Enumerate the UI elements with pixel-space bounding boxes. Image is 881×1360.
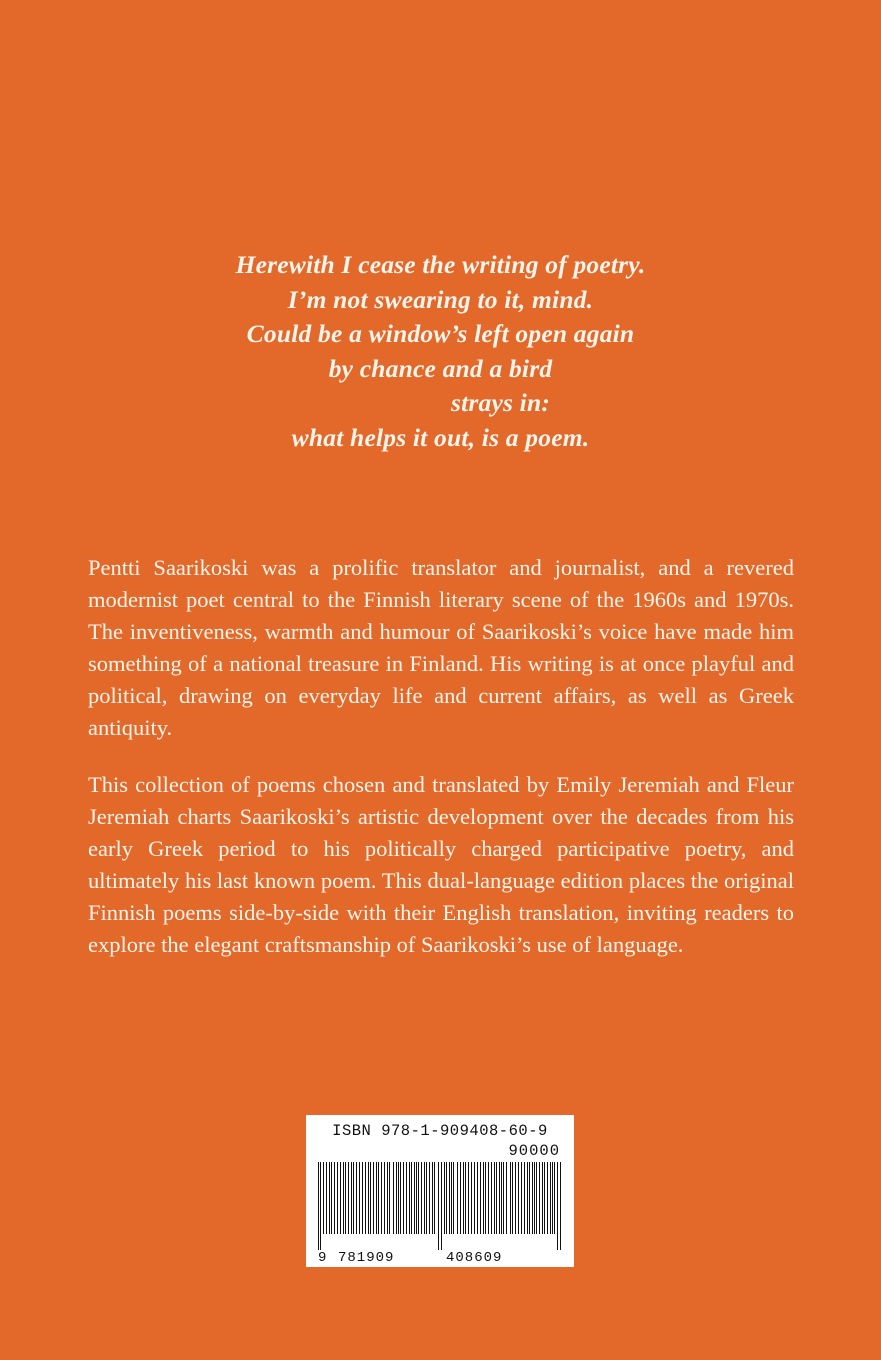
barcode-bar [381, 1162, 382, 1234]
barcode-bar [477, 1162, 478, 1234]
barcode-bar [457, 1162, 458, 1234]
barcode-bar [353, 1162, 354, 1234]
barcode-block [306, 1115, 574, 1267]
barcode-bar [480, 1162, 481, 1234]
barcode-bar [356, 1162, 357, 1234]
barcode-bar [485, 1162, 486, 1234]
price-code: 90000 [508, 1142, 560, 1160]
barcode-digit-lead: 9 [318, 1250, 328, 1266]
isbn-label: ISBN [332, 1122, 372, 1140]
barcode-bar [527, 1162, 528, 1234]
barcode-bar [506, 1162, 507, 1234]
barcode-bar [491, 1162, 492, 1234]
barcode-bar [331, 1162, 332, 1234]
barcode-bar [393, 1162, 394, 1234]
barcode-bar [359, 1162, 360, 1234]
barcode-bar [387, 1162, 388, 1234]
barcode-bar [400, 1162, 401, 1234]
isbn-spacer [371, 1122, 381, 1140]
barcode-bar [326, 1162, 327, 1234]
barcode-bar [429, 1162, 430, 1234]
blurb-text [88, 552, 794, 961]
barcode-bar [465, 1162, 466, 1234]
barcode-bar [521, 1162, 522, 1234]
barcode-bar [499, 1162, 500, 1234]
barcode-bar [547, 1162, 548, 1234]
barcode-bar [460, 1162, 461, 1234]
barcode-digits-left: 781909 [338, 1250, 395, 1266]
isbn-row [314, 1122, 566, 1140]
barcode-bar [432, 1162, 433, 1234]
barcode-bar [409, 1162, 410, 1234]
isbn-number: 978-1-909408-60-9 [381, 1122, 548, 1140]
barcode-bar [444, 1162, 445, 1234]
barcode-bar [512, 1162, 513, 1234]
barcode-bar [468, 1162, 469, 1234]
barcode-bar [483, 1162, 484, 1234]
barcode-bar [496, 1162, 497, 1234]
barcode-bar [421, 1162, 422, 1234]
barcode-bar [463, 1162, 464, 1234]
barcode-bar [345, 1162, 346, 1234]
epigraph-poem [0, 248, 881, 455]
barcode-bar [503, 1162, 504, 1234]
barcode-bar [510, 1162, 511, 1234]
barcode-bar [370, 1162, 371, 1234]
barcode-bar [471, 1162, 472, 1234]
barcode-bar [539, 1162, 540, 1234]
barcode-bar [348, 1162, 349, 1234]
barcode-bar [378, 1162, 379, 1234]
barcode-bar [474, 1162, 475, 1234]
epigraph-line: what helps it out, is a poem. [291, 422, 590, 452]
barcode-bar [434, 1162, 435, 1234]
barcode-bars [318, 1162, 562, 1250]
barcode-bar [403, 1162, 404, 1234]
barcode-bar [340, 1162, 341, 1234]
barcode-bar [334, 1162, 335, 1234]
barcode-bar [494, 1162, 495, 1234]
barcode-bar [529, 1162, 530, 1234]
epigraph-line: Could be a window’s left open again [246, 319, 635, 348]
barcode-bar [362, 1162, 363, 1234]
barcode-bar [524, 1162, 525, 1234]
barcode-bar [406, 1162, 407, 1234]
blurb-paragraph-collection: This collection of poems chosen and translated by Emily Jeremiah and Fleur Jeremiah charts Saarikoski’s artistic development over the decades from his early Greek period to his politically charged participative poetry, and ultimately his last known poem. This dual-language edition places the original Finnish poems side-by-side with their English translation, inviting readers to explore the elegant craftsmanship of Saarikoski’s use of language. [88, 772, 794, 957]
epigraph-line: I’m not swearing to it, mind. [287, 284, 594, 314]
barcode-digits-right: 408609 [446, 1250, 503, 1266]
epigraph-line: strays in: [450, 388, 551, 417]
barcode-bar [453, 1162, 454, 1234]
blurb-paragraph-author: Pentti Saarikoski was a prolific translator and journalist, and a revered modernist poet central to the Finnish literary scene of the 1960s and 1970s. The inventiveness, warmth and humour of Saarikoski’s voice have made him something of a national treasure in Finland. His writing is at once playful and political, drawing on everyday life and current affairs, as well as Greek antiquity. [88, 555, 794, 740]
barcode-bar [515, 1162, 516, 1234]
barcode-bar [389, 1162, 390, 1234]
epigraph-line: Herewith I cease the writing of poetry. [235, 250, 646, 279]
epigraph-line: by chance and a bird [328, 353, 553, 383]
barcode-bar [337, 1162, 338, 1234]
barcode-bar [416, 1162, 417, 1234]
barcode-digits [318, 1250, 562, 1267]
barcode-bar [446, 1162, 447, 1234]
barcode-bar [554, 1162, 555, 1234]
